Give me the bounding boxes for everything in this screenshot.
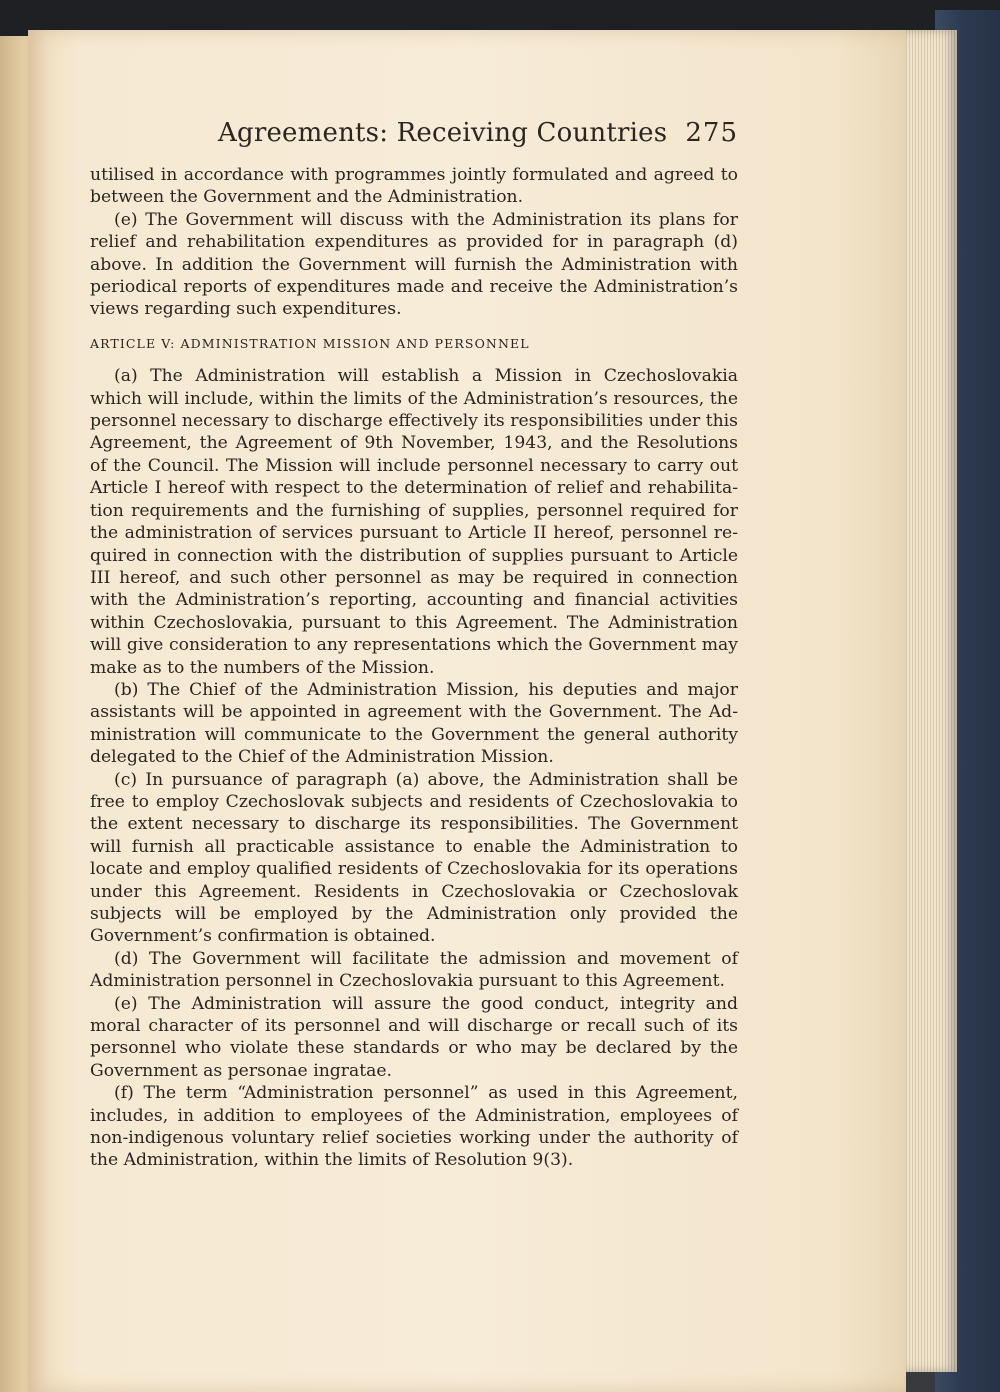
paragraph-e: (e) The Administration will assure the good conduct, integrity and moral character of its personnel and will discharge or recall such of its personnel who violate these standards or who may be declared by the Government as personae ingratae. (90, 993, 738, 1081)
paragraph-f: (f) The term “Administration personnel” as used in this Agreement, includes, in addition to employees of the Administration, employees of non-indigenous voluntary relief societies working under the authority of the Administration, within the limits of Resolution 9(3). (90, 1083, 738, 1171)
running-header (218, 118, 738, 158)
page-body (90, 164, 738, 1172)
paragraph-continuation: utilised in accordance with programmes jointly formulated and agreed to between the Government and the Administration. (90, 165, 738, 208)
header-title: Agreements: Receiving Countries (218, 118, 668, 148)
page-number: 275 (685, 118, 738, 148)
article-heading (90, 333, 738, 355)
article-heading-text: ARTICLE V: ADMINISTRATION MISSION AND PERSONNEL (90, 335, 530, 351)
paragraph-b: (b) The Chief of the Administration Mission, his deputies and major assistants will be appointed in agreement with the Government. The Administration will communicate to the Government the general authority delegated to the Chief of the Administration Mission. (90, 679, 738, 768)
paragraph-e-article-iv: (e) The Government will discuss with the Administration its plans for relief and rehabilitation expenditures as provided for in paragraph (d) above. In addition the Government will furnish the Administration with periodical reports of expenditures made and receive the Administration’s views regarding such expenditures. (90, 209, 738, 320)
paragraph-a: (a) The Administration will establish a Mission in Czechoslovakia which will include, within the limits of the Administration’s resources, the personnel necessary to discharge effectively its responsibilities under this Agreement, the Agreement of 9th November, 1943, and the Resolutions of the Council. The Mission will include personnel necessary to carry out Article I hereof with respect to the determination of relief and rehabilitation requirements and the furnishing of supplies, personnel required for the administration of services pursuant to Article II hereof, personnel required in connection with the distribution of supplies pursuant to Article III hereof, and such other personnel as may be required in connection with the Administration’s reporting, accounting and financial activities within Czechoslovakia, pursuant to this Agreement. The Administration will give consideration to any representations which the Government may make as to the numbers of the Mission. (90, 366, 738, 678)
paragraph-c: (c) In pursuance of paragraph (a) above, the Administration shall be free to employ Czechoslovak subjects and residents of Czechoslovakia to the extent necessary to discharge its responsibilities. The Government will furnish all practicable assistance to enable the Administration to locate and employ qualified residents of Czechoslovakia for its operations under this Agreement. Residents in Czechoslovakia or Czechoslovak subjects will be employed by the Administration only provided the Government’s confirmation is obtained. (90, 769, 738, 947)
paragraph-d: (d) The Government will facilitate the admission and movement of Administration personnel in Czechoslovakia pursuant to this Agreement. (90, 948, 738, 992)
